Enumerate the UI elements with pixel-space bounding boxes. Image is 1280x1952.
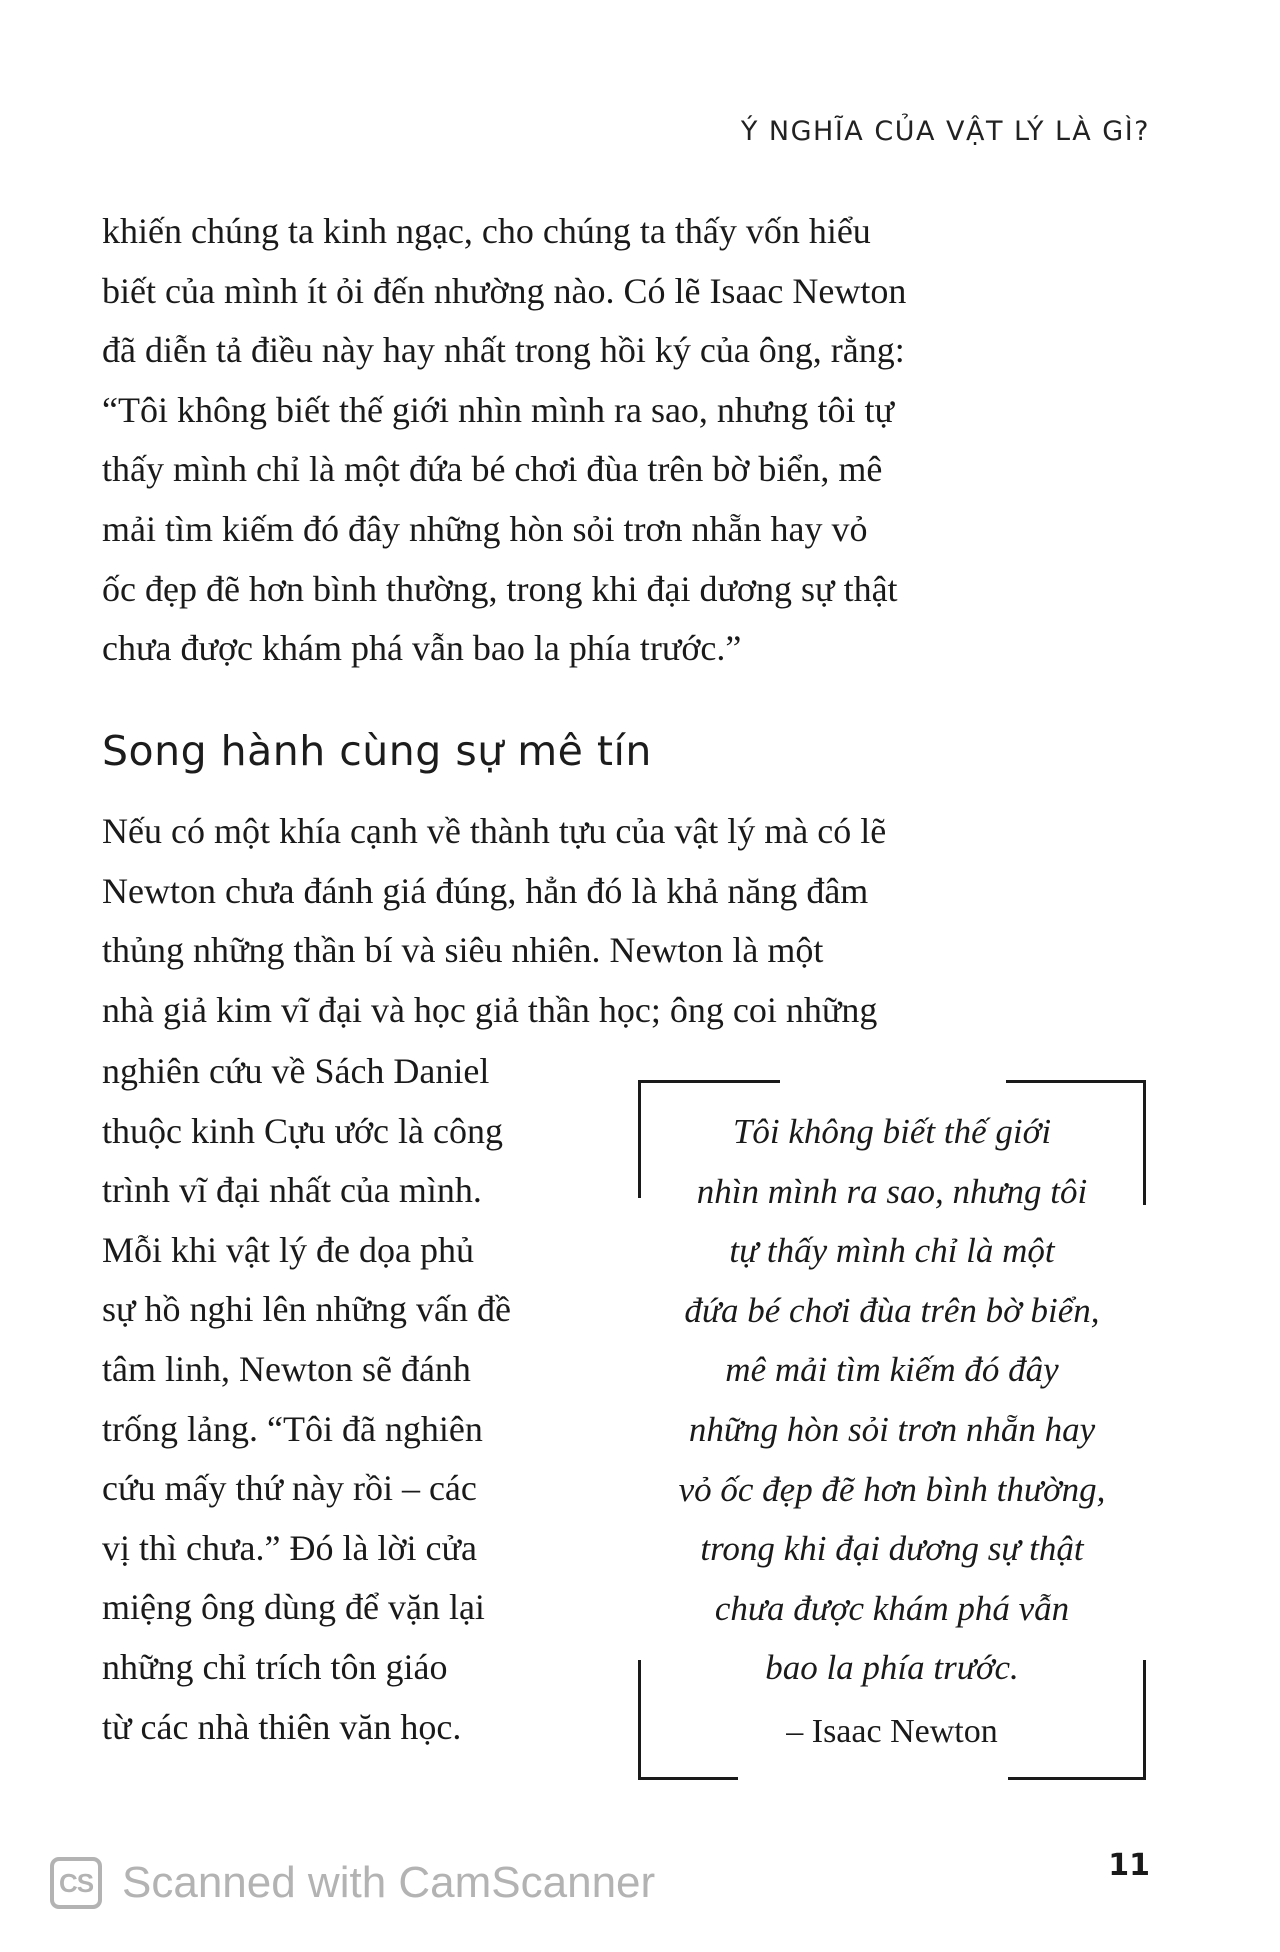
paragraph-line: thuộc kinh Cựu ước là công [102,1110,503,1151]
pull-quote-text [638,1102,1146,1698]
quote-line: nhìn mình ra sao, nhưng tôi [696,1171,1088,1211]
watermark-text: Scanned with CamScanner [122,1858,656,1907]
quote-line: trong khi đại dương sự thật [700,1529,1084,1569]
quote-frame-bottom-left [638,1777,738,1780]
paragraph-line: thấy mình chỉ là một đứa bé chơi đùa trên bờ biển, mê [102,449,883,490]
paragraph-line: ốc đẹp đẽ hơn bình thường, trong khi đại dương sự thật [102,568,898,609]
paragraph-line: miệng ông dùng để vặn lại [102,1587,485,1628]
quote-attribution: – Isaac Newton [786,1713,998,1750]
paragraph-line: “Tôi không biết thế giới nhìn mình ra sao, nhưng tôi tự [102,389,894,430]
paragraph-line: trống lảng. “Tôi đã nghiên [102,1408,483,1449]
quote-line: tự thấy mình chỉ là một [729,1231,1055,1271]
quote-line: những hòn sỏi trơn nhẵn hay [688,1409,1096,1449]
body-paragraph-intro [102,202,1042,679]
paragraph-line: mải tìm kiếm đó đây những hòn sỏi trơn nhẵn hay vỏ [102,508,868,549]
quote-line: vỏ ốc đẹp đẽ hơn bình thường, [678,1469,1106,1509]
paragraph-line: Mỗi khi vật lý đe dọa phủ [102,1229,474,1270]
running-header: Ý NGHĨA CỦA VẬT LÝ LÀ GÌ? [740,116,1150,147]
paragraph-line: nghiên cứu về Sách Daniel [102,1051,490,1091]
body-paragraph-superstition [102,802,1042,1040]
paragraph-line: cứu mấy thứ này rồi – các [102,1468,477,1509]
paragraph-line: trình vĩ đại nhất của mình. [102,1170,482,1211]
paragraph-line: Nếu có một khía cạnh về thành tựu của vật lý mà có lẽ [102,811,887,851]
paragraph-line: từ các nhà thiên văn học. [102,1706,462,1747]
page-number: 11 [1108,1848,1150,1883]
quote-line: chưa được khám phá vẫn [714,1588,1070,1628]
paragraph-line: nhà giả kim vĩ đại và học giả thần học; ông coi những [102,989,878,1030]
paragraph-line: chưa được khám phá vẫn bao la phía trước.” [102,628,742,669]
paragraph-line: thủng những thần bí và siêu nhiên. Newton là một [102,930,824,971]
quote-line: Tôi không biết thế giới [732,1112,1052,1151]
paragraph-line: khiến chúng ta kinh ngạc, cho chúng ta thấy vốn hiểu [102,211,871,251]
quote-frame-bottom-right [1008,1777,1146,1780]
quote-frame-top-right [1006,1080,1146,1083]
camscanner-watermark [50,1857,655,1909]
quote-line: mê mải tìm kiếm đó đây [725,1350,1059,1390]
quote-line: đứa bé chơi đùa trên bờ biển, [684,1290,1100,1330]
paragraph-line: vị thì chưa.” Đó là lời cửa [102,1527,477,1568]
paragraph-line: biết của mình ít ỏi đến nhường nào. Có lẽ Isaac Newton [102,270,907,311]
paragraph-line: sự hồ nghi lên những vấn đề [102,1289,511,1330]
paragraph-line: Newton chưa đánh giá đúng, hẳn đó là khả năng đâm [102,870,869,911]
section-heading: Song hành cùng sự mê tín [102,727,652,775]
camscanner-logo-icon: CS [50,1857,102,1909]
quote-line: bao la phía trước. [765,1648,1019,1688]
pull-quote-box [638,1080,1146,1780]
paragraph-line: những chỉ trích tôn giáo [102,1646,448,1687]
body-paragraph-continued [102,1042,622,1757]
paragraph-line: đã diễn tả điều này hay nhất trong hồi ký của ông, rằng: [102,330,905,371]
paragraph-line: tâm linh, Newton sẽ đánh [102,1348,471,1389]
quote-frame-top-left [638,1080,780,1083]
